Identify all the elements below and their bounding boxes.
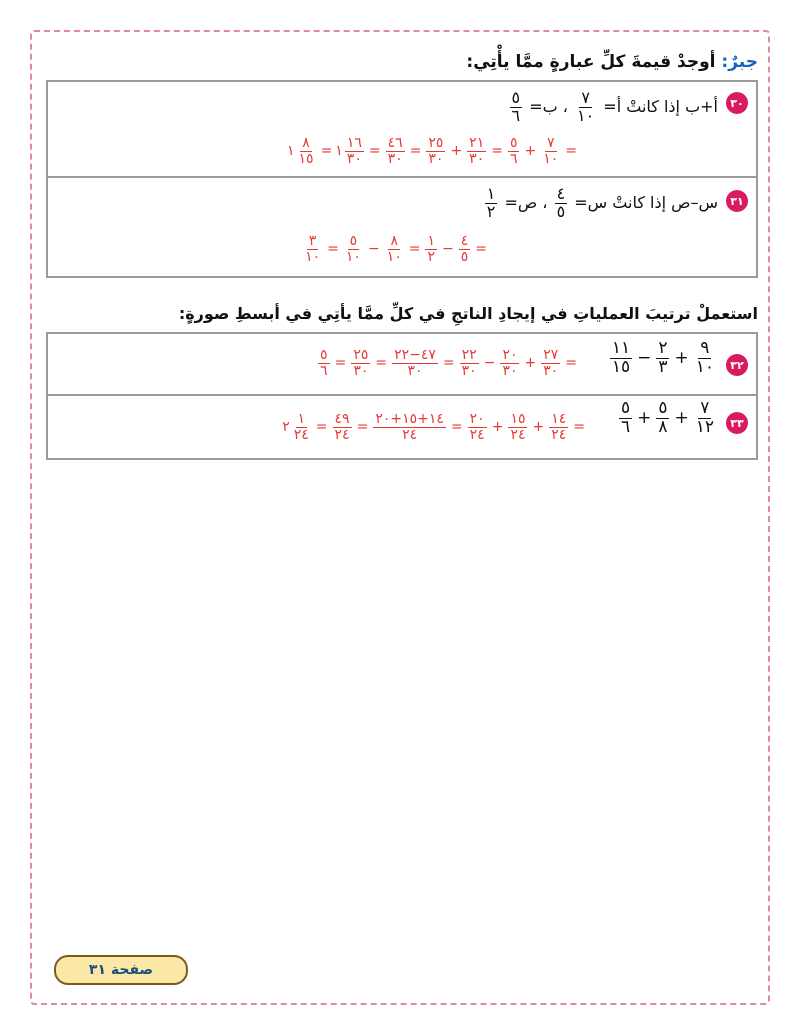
question-31-row [48,178,756,276]
question-32-answer: $\frac{٥}{٦}$ = $\frac{٢٥}{٣٠}$ = $\frac{٤٧-٢٢}{٣٠}$ = $\frac{٢٢}{٣٠}$ − $\frac{٢٠}{٣٠}$ + $\frac{٢٧}{٣٠}$ = [320,347,577,379]
question-31-prefix: س–ص إذا كانتْ س= [574,192,718,212]
exercise-box-2 [46,332,758,460]
question-30-answer: ١ $\frac{٨}{١٥}$ = ١ $\frac{١٦}{٣٠}$ = $\frac{٤٦}{٣٠}$ = $\frac{٢٥}{٣٠}$ + $\frac{٢١}{٣٠}$ = $\frac{٥}{٦}$ + $\frac{٧}{١٠}$ = [286,135,577,167]
exercise-box-1 [46,80,758,278]
fraction-b: $\frac{٥}{٦}$ [511,88,521,125]
answer-30-result: ١ $\frac{٨}{١٥}$ [286,135,314,167]
heading-text: أوجدْ قيمةَ كلِّ عبارةٍ ممَّا يأْتِي: [466,52,716,72]
section-heading [466,52,758,72]
fraction-a: $\frac{٧}{١٠}$ [577,88,595,125]
question-31-text [483,186,718,221]
question-30-row [48,82,756,178]
question-32-expr: $\frac{١١}{١٥}$ − $\frac{٢}{٣}$ + $\frac{٩}{١٠}$ [611,338,714,377]
fraction-s: $\frac{٤}{٥}$ [556,184,566,221]
question-31-badge: ٣١ [726,190,748,212]
answer-32-result: $\frac{٥}{٦}$ [320,347,328,379]
question-33-row [48,396,756,458]
answer-31-result: $\frac{٣}{١٠}$ [305,233,321,265]
question-33-answer: ٢ $\frac{١}{٢٤}$ = $\frac{٤٩}{٢٤}$ = $\frac{١٤+١٥+٢٠}{٢٤}$ = $\frac{٢٠}{٢٤}$ + $\frac{١٥}{٢٤}$ + $\frac{١٤}{٢٤}$ = [282,411,585,443]
question-33-expr: $\frac{٥}{٦}$ + $\frac{٥}{٨}$ + $\frac{٧}{١٢}$ [620,398,714,437]
question-31-answer: $\frac{٣}{١٠}$ = $\frac{٥}{١٠}$ − $\frac{٨}{١٠}$ = $\frac{١}{٢}$ − $\frac{٤}{٥}$ = [305,233,487,265]
answer-30-mixed: ١ $\frac{١٦}{٣٠}$ [335,135,362,167]
question-30-mid: ، ب= [529,96,568,116]
question-32-badge: ٣٢ [726,354,748,376]
page-number-badge: صفحة ٣١ [54,955,188,985]
question-30-prefix: أ+ب إذا كانتْ أ= [603,96,718,116]
question-30-badge: ٣٠ [726,92,748,114]
answer-33-result: ٢ $\frac{١}{٢٤}$ [282,411,309,443]
question-32-row [48,334,756,396]
heading-keyword: جبرٌ: [721,52,758,72]
fraction-p: $\frac{١}{٢}$ [486,184,496,221]
instruction-text: استعملْ ترتيبَ العملياتِ في إيجادِ الناتجِ في كلِّ ممَّا يأتِي في أبسطِ صورةٍ: [178,304,758,323]
question-31-mid: ، ص= [504,192,548,212]
answer-30-sum: $\frac{٤٦}{٣٠}$ [387,135,403,167]
question-33-badge: ٣٣ [726,412,748,434]
page-border [30,30,770,1005]
question-30-text [508,90,718,125]
